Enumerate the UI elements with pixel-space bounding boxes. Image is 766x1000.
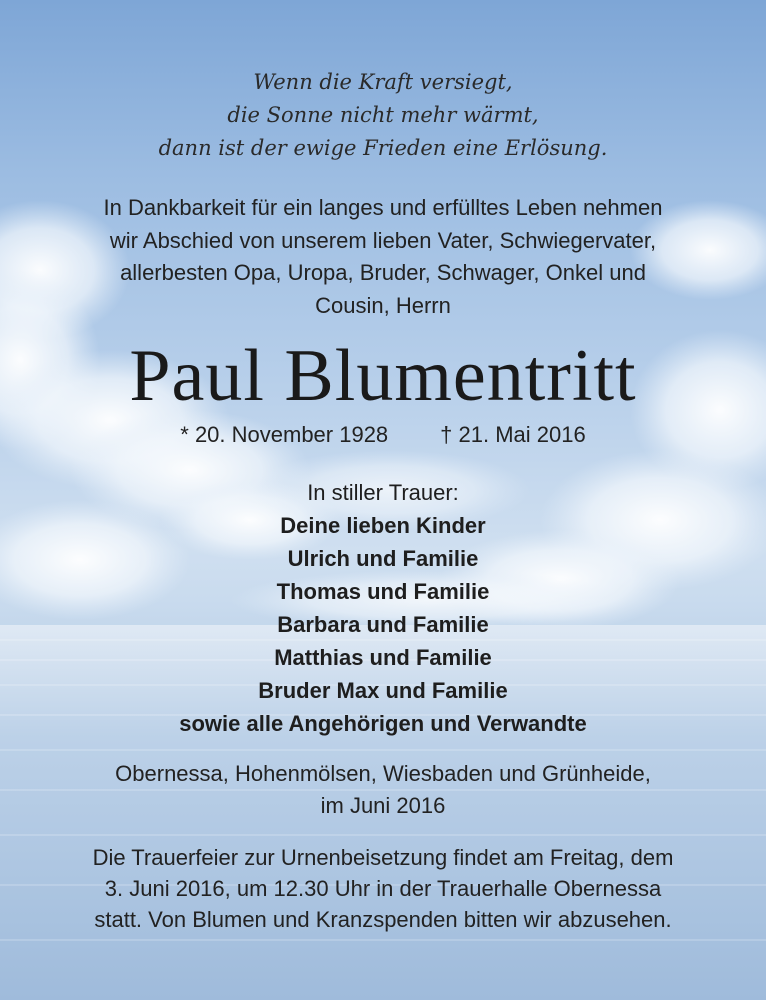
deceased-name: Paul Blumentritt <box>129 335 637 417</box>
ceremony-line: Die Trauerfeier zur Urnenbeisetzung findet am Freitag, dem <box>92 845 674 870</box>
mourner-entry: Bruder Max und Familie <box>258 678 508 703</box>
ceremony-notice <box>0 842 766 935</box>
mourners-list <box>0 476 766 740</box>
mourners-lead: In stiller Trauer: <box>307 480 459 505</box>
mourner-entry: Ulrich und Familie <box>287 546 479 571</box>
birth-date: * 20. November 1928 <box>180 422 389 447</box>
place-date <box>0 758 766 822</box>
life-dates <box>0 420 766 450</box>
mourner-entry: sowie alle Angehörigen und Verwandte <box>179 711 587 736</box>
quote-block <box>0 66 766 165</box>
place-line: Obernessa, Hohenmölsen, Wiesbaden und Grünheide, <box>115 761 651 786</box>
quote-line: die Sonne nicht mehr wärmt, <box>227 103 539 127</box>
mourner-entry: Barbara und Familie <box>277 612 489 637</box>
intro-line: allerbesten Opa, Uropa, Bruder, Schwager, Onkel und <box>120 260 646 285</box>
ceremony-line: 3. Juni 2016, um 12.30 Uhr in der Trauerhalle Obernessa <box>104 876 662 901</box>
death-date: † 21. Mai 2016 <box>440 422 586 447</box>
quote-line: dann ist der ewige Frieden eine Erlösung. <box>158 136 608 160</box>
intro-text <box>0 192 766 322</box>
intro-line: wir Abschied von unserem lieben Vater, Schwiegervater, <box>109 227 657 253</box>
place-line: im Juni 2016 <box>320 793 446 818</box>
intro-line: Cousin, Herrn <box>315 292 451 318</box>
mourner-entry: Deine lieben Kinder <box>280 513 486 538</box>
intro-line: In Dankbarkeit für ein langes und erfülltes Leben nehmen <box>103 195 663 220</box>
mourner-entry: Thomas und Familie <box>276 579 490 604</box>
quote-line: Wenn die Kraft versiegt, <box>253 70 513 94</box>
ceremony-line: statt. Von Blumen und Kranzspenden bitten wir abzusehen. <box>94 907 672 932</box>
mourner-entry: Matthias und Familie <box>274 645 492 670</box>
